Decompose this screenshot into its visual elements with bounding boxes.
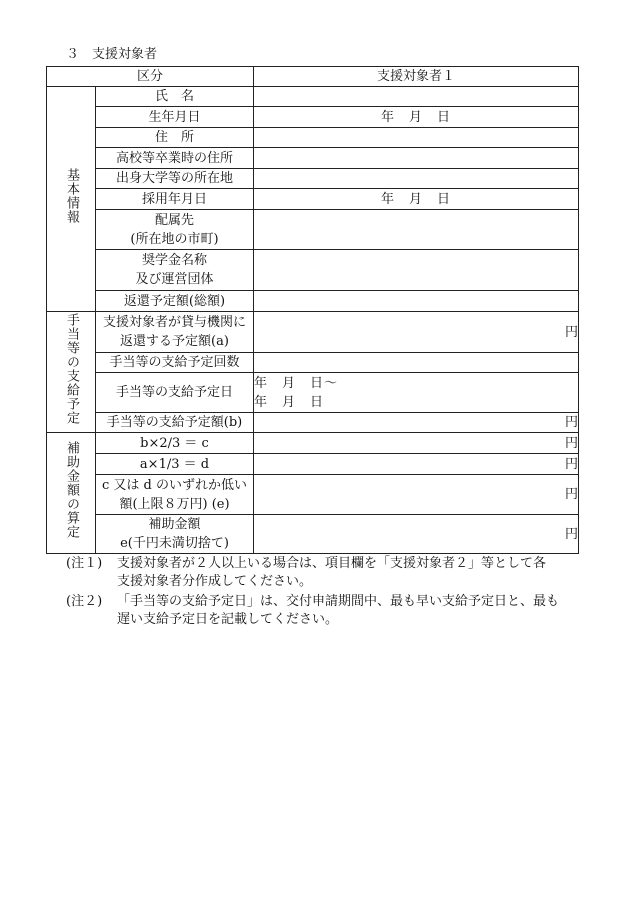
item-cell xyxy=(96,475,254,515)
header-target: 支援対象者１ xyxy=(254,67,579,87)
yen-unit: 円 xyxy=(254,413,579,433)
note-2 xyxy=(66,593,586,629)
item-cell xyxy=(96,312,254,353)
value-cell xyxy=(254,148,579,169)
header-category: 区分 xyxy=(47,67,254,87)
item-cell xyxy=(96,433,254,454)
table-row xyxy=(47,413,579,433)
table-row xyxy=(47,148,579,169)
table-row xyxy=(47,128,579,148)
item-label-line: 配属先 xyxy=(155,212,195,228)
value-cell: 年 月 日 xyxy=(254,107,579,128)
item-cell xyxy=(96,454,254,475)
item-label-line: c 又は d のいずれか低い xyxy=(102,477,247,493)
item-cell xyxy=(96,250,254,291)
item-cell xyxy=(96,128,254,148)
table-row xyxy=(47,169,579,189)
item-label: 住 所 xyxy=(155,130,195,145)
value-cell xyxy=(254,291,579,312)
yen-unit: 円 xyxy=(254,312,579,353)
value-cell xyxy=(254,210,579,250)
table-row xyxy=(47,312,579,353)
table-row xyxy=(47,475,579,515)
item-cell xyxy=(96,373,254,413)
item-cell xyxy=(96,189,254,210)
item-cell xyxy=(96,291,254,312)
value-cell xyxy=(254,87,579,107)
table-row xyxy=(47,189,579,210)
section-title: ３ 支援対象者 xyxy=(66,47,158,62)
item-cell xyxy=(96,107,254,128)
item-cell xyxy=(96,169,254,189)
group-label-basic-info: 基本情報 xyxy=(64,168,79,224)
item-label-line: 及び運営団体 xyxy=(135,272,214,287)
item-label: 手当等の支給予定額(b) xyxy=(106,415,243,430)
group-label-cell xyxy=(47,312,96,433)
item-label: 出身大学等の所在地 xyxy=(116,171,234,186)
note-line: 支援対象者分作成してください。 xyxy=(117,574,313,589)
note-text xyxy=(117,555,546,591)
table-header-row xyxy=(47,67,579,87)
item-label: 氏 名 xyxy=(155,89,195,104)
table-row xyxy=(47,454,579,475)
table-row xyxy=(47,353,579,373)
table-row xyxy=(47,107,579,128)
table-row xyxy=(47,87,579,107)
item-cell xyxy=(96,210,254,250)
table-row xyxy=(47,373,579,413)
item-label-line: e(千円未満切捨て) xyxy=(120,536,229,551)
item-label-line: 支援対象者が貸与機関に xyxy=(103,315,247,330)
date-start: 年 月 日～ xyxy=(254,375,339,391)
note-line: 支援対象者が２人以上いる場合は、項目欄を「支援対象者２」等として各 xyxy=(117,556,547,571)
yen-unit: 円 xyxy=(254,475,579,515)
table-row xyxy=(47,515,579,554)
item-label: 手当等の支給予定日 xyxy=(116,385,234,400)
group-label-subsidy-calc: 補助金額の算定 xyxy=(64,441,79,539)
note-label: (注２) xyxy=(66,594,103,609)
value-cell xyxy=(254,250,579,291)
table-row xyxy=(47,433,579,454)
item-label: 返還予定額(総額) xyxy=(123,293,226,309)
support-target-table xyxy=(46,66,579,554)
table-row xyxy=(47,250,579,291)
group-label-cell xyxy=(47,87,96,312)
date-end: 年 月 日 xyxy=(254,394,325,410)
value-cell: 年 月 日 xyxy=(254,189,579,210)
item-cell xyxy=(96,413,254,433)
notes xyxy=(66,555,586,631)
yen-unit: 円 xyxy=(254,515,579,554)
item-cell xyxy=(96,515,254,554)
note-line: 「手当等の支給予定日」は、交付申請期間中、最も早い支給予定日と、最も xyxy=(117,594,560,609)
item-label-line: 返還する予定額(a) xyxy=(120,334,229,349)
note-text xyxy=(117,593,559,629)
note-1 xyxy=(66,555,586,591)
item-label-line: (所在地の市町) xyxy=(130,231,219,247)
item-label: b×2/3 ＝ c xyxy=(140,435,209,451)
item-label-line: 補助金額 xyxy=(148,517,201,532)
item-label: 高校等卒業時の住所 xyxy=(116,150,234,166)
value-cell xyxy=(254,169,579,189)
group-label-allowance-schedule: 手当等の支給予定 xyxy=(64,313,79,425)
date-range-cell xyxy=(254,373,579,413)
item-cell xyxy=(96,87,254,107)
item-label: 生年月日 xyxy=(148,109,201,125)
yen-unit: 円 xyxy=(254,454,579,475)
item-cell xyxy=(96,148,254,169)
value-cell xyxy=(254,128,579,148)
item-cell xyxy=(96,353,254,373)
item-label: 採用年月日 xyxy=(142,191,208,207)
item-label: a×1/3 ＝ d xyxy=(139,456,210,472)
table-row xyxy=(47,210,579,250)
note-label: (注１) xyxy=(66,556,103,571)
group-label-cell xyxy=(47,433,96,554)
item-label-line: 額(上限８万円) (e) xyxy=(119,496,230,512)
item-label: 手当等の支給予定回数 xyxy=(109,355,240,370)
table-row xyxy=(47,291,579,312)
item-label-line: 奨学金名称 xyxy=(142,253,208,268)
value-cell xyxy=(254,353,579,373)
note-line: 遅い支給予定日を記載してください。 xyxy=(117,612,339,627)
yen-unit: 円 xyxy=(254,433,579,454)
